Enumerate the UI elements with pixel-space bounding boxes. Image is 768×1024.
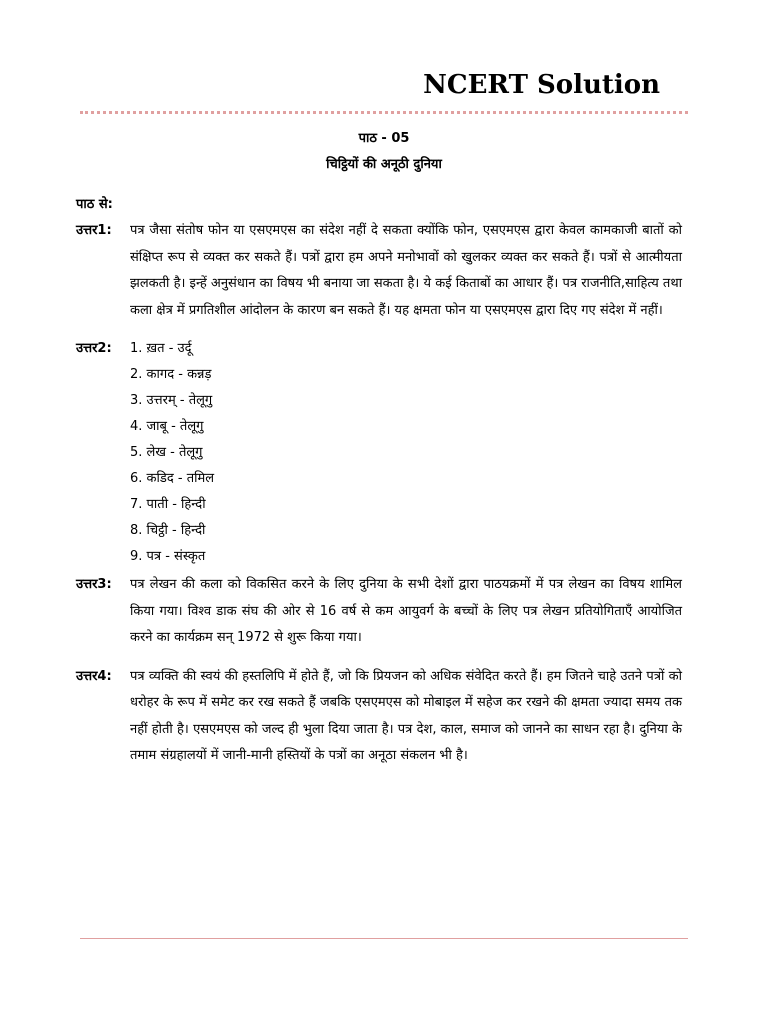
list-item: 7. पाती - हिन्दी: [130, 497, 206, 512]
document-body: [76, 194, 682, 770]
answer-4: [76, 664, 682, 770]
header-divider: [80, 111, 688, 114]
answer-2-list: [130, 336, 214, 570]
lesson-number: पाठ - 05: [358, 131, 410, 146]
list-item: 2. कागद - कन्नड़: [130, 367, 212, 382]
lesson-title: चिट्ठियों की अनूठी दुनिया: [326, 157, 442, 172]
list-item: 1. ख़त - उर्दू: [130, 341, 192, 356]
answer-4-text: पत्र व्यक्ति की स्वयं की हस्तलिपि में होते हैं, जो कि प्रियजन को अधिक संवेदित करते हैं। हम जितने चाहे उतने पत्रों को धरोहर के रूप में समेट कर रख सकते हैं जबकि एसएमएस को मोबाइल में सहेज कर रखने की क्षमता ज्यादा समय तक नहीं होती है। एसएमएस को जल्द ही भुला दिया जाता है। पत्र देश, काल, समाज को जानने का साधन रहा है। दुनिया के तमाम संग्रहालयों में जानी-मानी हस्तियों के पत्रों का अनूठा संकलन भी है।: [130, 668, 682, 763]
answer-2-label: उत्तर2:: [76, 341, 112, 356]
list-item: 8. चिट्ठी - हिन्दी: [130, 523, 206, 538]
lesson-heading: [0, 126, 768, 178]
answer-4-label: उत्तर4:: [76, 668, 112, 684]
list-item: 3. उत्तरम् - तेलूगु: [130, 393, 213, 408]
answer-1-text: पत्र जैसा संतोष फोन या एसएमएस का संदेश नहीं दे सकता क्योंकि फोन, एसएमएस द्वारा केवल कामकाजी बातों को संक्षिप्त रूप से व्यक्त कर सकते हैं। पत्रों द्वारा हम अपने मनोभावों को खुलकर व्यक्त कर सकते हैं। पत्रों से आत्मीयता झलकती है। इन्हें अनुसंधान का विषय भी बनाया जा सकता है। ये कई किताबों का आधार हैं। पत्र राजनीति,साहित्य तथा कला क्षेत्र में प्रगतिशील आंदोलन के कारण बन सकते हैं। यह क्षमता फोन या एसएमएस द्वारा दिए गए संदेश में नहीं।: [130, 223, 682, 318]
answer-2: [76, 336, 682, 570]
section-label: पाठ से:: [76, 197, 113, 212]
page-header-title: NCERT Solution: [423, 70, 660, 100]
list-item: 9. पत्र - संस्कृत: [130, 549, 206, 564]
answer-1: [76, 218, 682, 324]
answer-3: [76, 572, 682, 652]
list-item: 6. कडिद - तमिल: [130, 471, 215, 486]
footer-divider: [80, 938, 688, 939]
answer-3-text: पत्र लेखन की कला को विकसित करने के लिए दुनिया के सभी देशों द्वारा पाठयक्रमों में पत्र लेखन का विषय शामिल किया गया। विश्व डाक संघ की ओर से 16 वर्ष से कम आयुवर्ग के बच्चों के लिए पत्र लेखन प्रतियोगिताएँ आयोजित करने का कार्यक्रम सन् 1972 से शुरू किया गया।: [130, 577, 682, 645]
list-item: 5. लेख - तेलूगु: [130, 445, 203, 460]
answer-3-label: उत्तर3:: [76, 577, 112, 592]
list-item: 4. जाबू - तेलूगु: [130, 419, 204, 434]
answer-1-label: उत्तर1:: [76, 223, 112, 238]
